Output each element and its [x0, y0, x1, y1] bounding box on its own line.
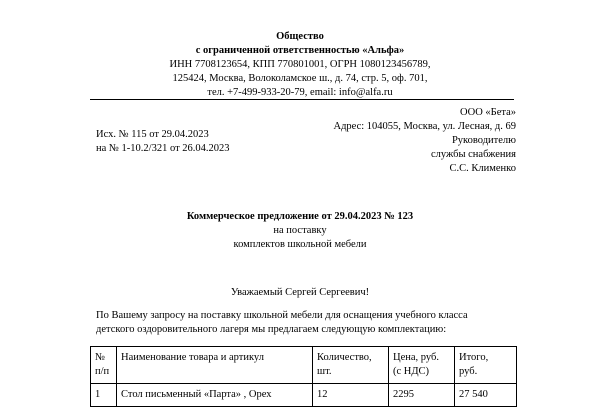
header-total-line2: руб. [459, 366, 478, 377]
header-number-line1: № [95, 352, 106, 363]
recipient-role-line1: Руководителю [451, 135, 516, 146]
org-ids: ИНН 7708123654, КПП 770801001, ОГРН 1080123456789, [169, 59, 431, 70]
org-contacts: тел. +7-499-933-20-79, email: info@alfa.ru [207, 87, 393, 98]
cell-quantity: 12 [313, 384, 389, 407]
header-total-line1: Итого, [459, 352, 489, 363]
letterhead-divider [90, 99, 514, 100]
document-subtitle-line3: комплектов школьной мебели [233, 239, 367, 250]
header-quantity-line1: Количество, [317, 352, 372, 363]
body-paragraph-line1: По Вашему запросу на поставку школьной мебели для оснащения учебного класса [96, 310, 468, 321]
cell-price: 2295 [389, 384, 455, 407]
goods-table [90, 346, 517, 407]
org-address: 125424, Москва, Волоколамское ш., д. 74, стр. 5, оф. 701, [172, 73, 428, 84]
header-price [389, 347, 455, 384]
outgoing-reference: Исх. № 115 от 29.04.2023 [96, 129, 209, 140]
header-total [455, 347, 517, 384]
recipient-role-line2: службы снабжения [430, 149, 516, 160]
header-product-name-text: Наименование товара и артикул [121, 352, 264, 363]
document-subtitle-line2: на поставку [273, 225, 327, 236]
body-paragraph-line2: детского оздоровительного лагеря мы предлагаем следующую комплектацию: [96, 324, 447, 335]
cell-total: 27 540 [455, 384, 517, 407]
incoming-reference: на № 1-10.2/321 от 26.04.2023 [96, 143, 230, 154]
recipient-address: Адрес: 104055, Москва, ул. Лесная, д. 69 [333, 121, 516, 132]
org-name-line2: с ограниченной ответственностью «Альфа» [195, 45, 405, 56]
cell-number: 1 [91, 384, 117, 407]
header-number [91, 347, 117, 384]
header-number-line2: п/п [95, 366, 110, 377]
recipient-name: С.С. Клименко [449, 163, 516, 174]
header-quantity [313, 347, 389, 384]
header-price-line1: Цена, руб. [393, 352, 439, 363]
table-header-row [91, 347, 517, 384]
recipient-company: ООО «Бета» [460, 107, 516, 118]
header-price-line2: (с НДС) [393, 366, 430, 377]
greeting: Уважаемый Сергей Сергеевич! [230, 287, 370, 298]
header-quantity-line2: шт. [317, 366, 332, 377]
table-row [91, 384, 517, 407]
cell-product-name: Стол письменный «Парта» , Орех [117, 384, 313, 407]
header-product-name [117, 347, 313, 384]
org-name-line1: Общество [276, 31, 324, 42]
document-title: Коммерческое предложение от 29.04.2023 № 123 [186, 211, 414, 222]
